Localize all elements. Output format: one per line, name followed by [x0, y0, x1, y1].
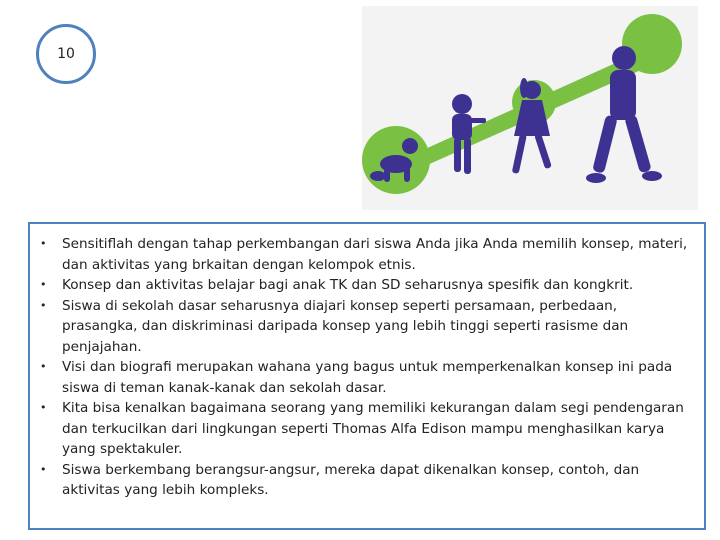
bullet-text: Konsep dan aktivitas belajar bagi anak TK dan SD seharusnya spesifik dan kongkrit.: [62, 277, 634, 293]
bullet-dot: •: [40, 360, 47, 373]
bullet-item: [36, 275, 690, 296]
bullet-dot: •: [40, 401, 47, 414]
page-number: 10: [57, 46, 75, 62]
bullet-text: Visi dan biografi merupakan wahana yang bagus untuk memperkenalkan konsep ini pada siswa di teman kanak-kanak dan sekolah dasar.: [62, 359, 673, 396]
bullet-item: [36, 460, 690, 501]
bullet-list: [36, 234, 690, 501]
bullet-text: Kita bisa kenalkan bagaimana seorang yang memiliki kekurangan dalam segi pendengaran dan terkucilkan dari lingkungan seperti Thomas Alfa Edison mampu menghasilkan karya yang spektakuler.: [62, 400, 684, 457]
child-growth-illustration: [362, 6, 698, 210]
bullet-item: [36, 398, 690, 460]
bullet-dot: •: [40, 278, 47, 291]
bullet-text: Siswa berkembang berangsur-angsur, mereka dapat dikenalkan konsep, contoh, dan aktivitas yang lebih kompleks.: [62, 461, 640, 498]
bullet-item: [36, 296, 690, 358]
page-number-badge: [36, 24, 96, 84]
bullet-text: Siswa di sekolah dasar seharusnya diajari konsep seperti persamaan, perbedaan, prasangka, dan diskriminasi daripada konsep yang lebih tinggi seperti rasisme dan penjajahan.: [62, 297, 629, 355]
bullet-item: [36, 357, 690, 398]
bullet-dot: •: [40, 462, 47, 476]
bullet-dot: •: [40, 298, 47, 312]
bullet-dot: •: [40, 237, 47, 250]
content-box: [28, 222, 706, 530]
growth-stages-graphic: [362, 6, 698, 210]
bullet-item: [36, 234, 690, 275]
bullet-text: Sensitiflah dengan tahap perkembangan dari siswa Anda jika Anda memilih konsep, materi, dan aktivitas yang brkaitan dengan kelompok etnis.: [62, 236, 688, 273]
